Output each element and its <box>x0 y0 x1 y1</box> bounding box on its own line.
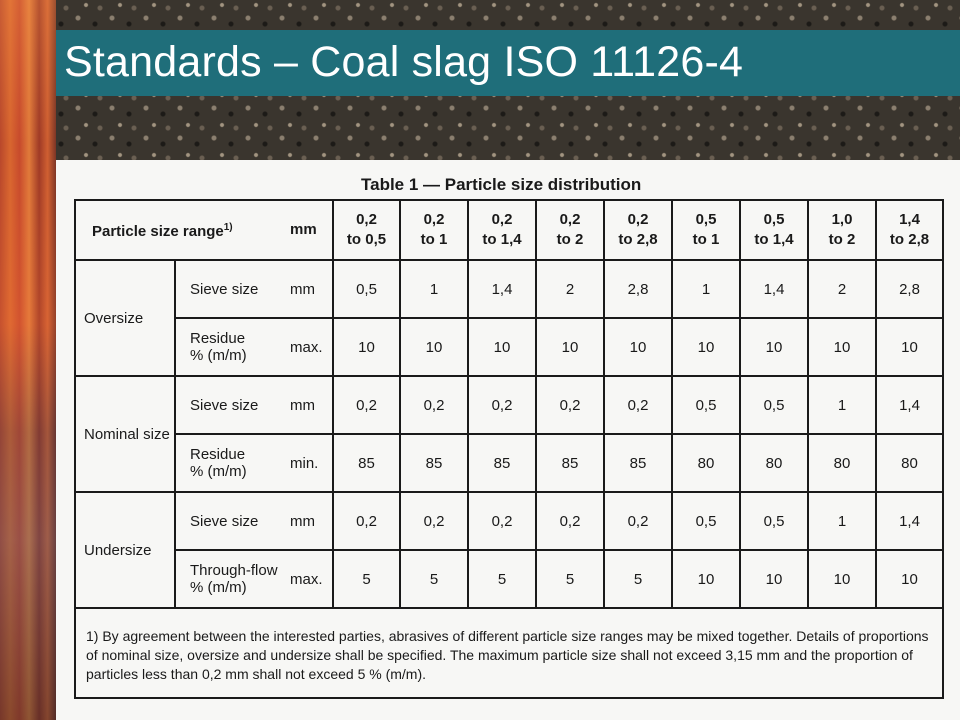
value-cell: 10 <box>808 318 876 376</box>
range-to: to 2 <box>556 231 584 248</box>
table-title: Table 1 — Particle size distribution <box>361 175 642 194</box>
range-to: to 0,5 <box>346 231 387 248</box>
range-cell <box>333 200 400 260</box>
header-footnote-ref: 1) <box>223 222 233 233</box>
particle-size-table <box>74 199 944 699</box>
scanned-table-document <box>56 160 960 720</box>
row-label <box>175 550 290 608</box>
value-cell: 10 <box>740 550 808 608</box>
footnote-row <box>75 608 943 698</box>
range-from: 1,4 <box>899 211 920 228</box>
value-cell: 80 <box>740 434 808 492</box>
range-from: 0,5 <box>763 211 785 228</box>
table-row <box>75 434 943 492</box>
row-label-line1: Through-flow <box>190 562 278 579</box>
value-cell: 0,2 <box>536 376 604 434</box>
value-cell: 0,5 <box>672 492 740 550</box>
row-label-line1: Residue <box>190 446 246 463</box>
value-cell: 10 <box>400 318 468 376</box>
value-cell: 1,4 <box>468 260 536 318</box>
range-cell <box>672 200 740 260</box>
value-cell: 5 <box>604 550 672 608</box>
row-label: Sieve size <box>175 492 290 550</box>
range-cell <box>604 200 672 260</box>
value-cell: 2 <box>808 260 876 318</box>
row-label-line2: % (m/m) <box>190 347 247 364</box>
value-cell: 0,2 <box>536 492 604 550</box>
group-label-oversize: Oversize <box>75 260 175 376</box>
range-to: to 2 <box>828 231 856 248</box>
range-cell <box>740 200 808 260</box>
value-cell: 0,5 <box>672 376 740 434</box>
table-row <box>75 260 943 318</box>
value-cell: 10 <box>808 550 876 608</box>
table-row <box>75 550 943 608</box>
value-cell: 80 <box>672 434 740 492</box>
value-cell: 0,2 <box>468 492 536 550</box>
range-cell <box>536 200 604 260</box>
row-label-line2: % (m/m) <box>190 579 247 596</box>
row-label: Sieve size <box>175 260 290 318</box>
range-cell <box>400 200 468 260</box>
value-cell: 5 <box>468 550 536 608</box>
row-unit: max. <box>290 318 333 376</box>
value-cell: 5 <box>400 550 468 608</box>
group-label-nominal-size: Nominal size <box>75 376 175 492</box>
value-cell: 1 <box>808 492 876 550</box>
value-cell: 0,5 <box>740 492 808 550</box>
value-cell: 85 <box>536 434 604 492</box>
row-label <box>175 434 290 492</box>
value-cell: 80 <box>876 434 943 492</box>
value-cell: 0,2 <box>400 492 468 550</box>
title-bar <box>56 30 960 96</box>
range-to: to 1,4 <box>482 231 522 248</box>
value-cell: 0,5 <box>333 260 400 318</box>
slide-title: Standards – Coal slag ISO 11126-4 <box>64 38 744 86</box>
value-cell: 1 <box>672 260 740 318</box>
value-cell: 0,2 <box>604 376 672 434</box>
value-cell: 2,8 <box>604 260 672 318</box>
group-label-undersize: Undersize <box>75 492 175 608</box>
row-unit: min. <box>290 434 333 492</box>
value-cell: 10 <box>536 318 604 376</box>
value-cell: 2 <box>536 260 604 318</box>
row-unit: max. <box>290 550 333 608</box>
value-cell: 1 <box>808 376 876 434</box>
range-to: to 1,4 <box>754 231 794 248</box>
value-cell: 0,2 <box>333 376 400 434</box>
value-cell: 10 <box>876 318 943 376</box>
table-row <box>75 376 943 434</box>
table-row <box>75 492 943 550</box>
value-cell: 0,2 <box>333 492 400 550</box>
value-cell: 85 <box>333 434 400 492</box>
value-cell: 10 <box>740 318 808 376</box>
value-cell: 80 <box>808 434 876 492</box>
range-from: 1,0 <box>831 211 853 228</box>
range-to: to 2,8 <box>618 231 658 248</box>
decorative-left-strip <box>0 0 56 720</box>
row-label-line1: Residue <box>190 330 246 347</box>
value-cell: 10 <box>876 550 943 608</box>
range-from: 0,2 <box>627 211 649 228</box>
value-cell: 10 <box>468 318 536 376</box>
range-to: to 1 <box>692 231 720 248</box>
table-header-row <box>75 200 943 260</box>
row-label <box>175 318 290 376</box>
row-unit: mm <box>290 492 333 550</box>
value-cell: 85 <box>400 434 468 492</box>
value-cell: 5 <box>333 550 400 608</box>
value-cell: 1 <box>400 260 468 318</box>
range-cell <box>876 200 943 260</box>
range-cell <box>468 200 536 260</box>
range-from: 0,2 <box>559 211 581 228</box>
value-cell: 10 <box>604 318 672 376</box>
value-cell: 85 <box>604 434 672 492</box>
value-cell: 0,2 <box>400 376 468 434</box>
range-to: to 2,8 <box>889 231 930 248</box>
row-unit: mm <box>290 260 333 318</box>
value-cell: 2,8 <box>876 260 943 318</box>
range-from: 0,2 <box>491 211 513 228</box>
value-cell: 5 <box>536 550 604 608</box>
row-label-line2: % (m/m) <box>190 463 247 480</box>
value-cell: 1,4 <box>876 376 943 434</box>
value-cell: 0,2 <box>604 492 672 550</box>
value-cell: 1,4 <box>740 260 808 318</box>
range-from: 0,5 <box>695 211 717 228</box>
range-cell <box>808 200 876 260</box>
value-cell: 10 <box>333 318 400 376</box>
row-label: Sieve size <box>175 376 290 434</box>
header-unit: mm <box>290 200 333 260</box>
value-cell: 0,2 <box>468 376 536 434</box>
range-from: 0,2 <box>423 211 445 228</box>
value-cell: 1,4 <box>876 492 943 550</box>
range-to: to 1 <box>420 231 448 248</box>
range-from: 0,2 <box>356 211 377 228</box>
value-cell: 85 <box>468 434 536 492</box>
value-cell: 10 <box>672 550 740 608</box>
table-row <box>75 318 943 376</box>
value-cell: 10 <box>672 318 740 376</box>
header-label: Particle size range <box>92 223 224 240</box>
footnote-text: 1) By agreement between the interested parties, abrasives of different particle size ranges may be mixed together. Details of proportions of nominal size, oversize and undersize shall be specified. The maximum particle size shall not exceed 3,15 mm and the proportion of particles less than 0,2 mm shall not exceed 5 % (m/m). <box>75 608 943 698</box>
row-unit: mm <box>290 376 333 434</box>
header-label-cell <box>75 200 290 260</box>
value-cell: 0,5 <box>740 376 808 434</box>
